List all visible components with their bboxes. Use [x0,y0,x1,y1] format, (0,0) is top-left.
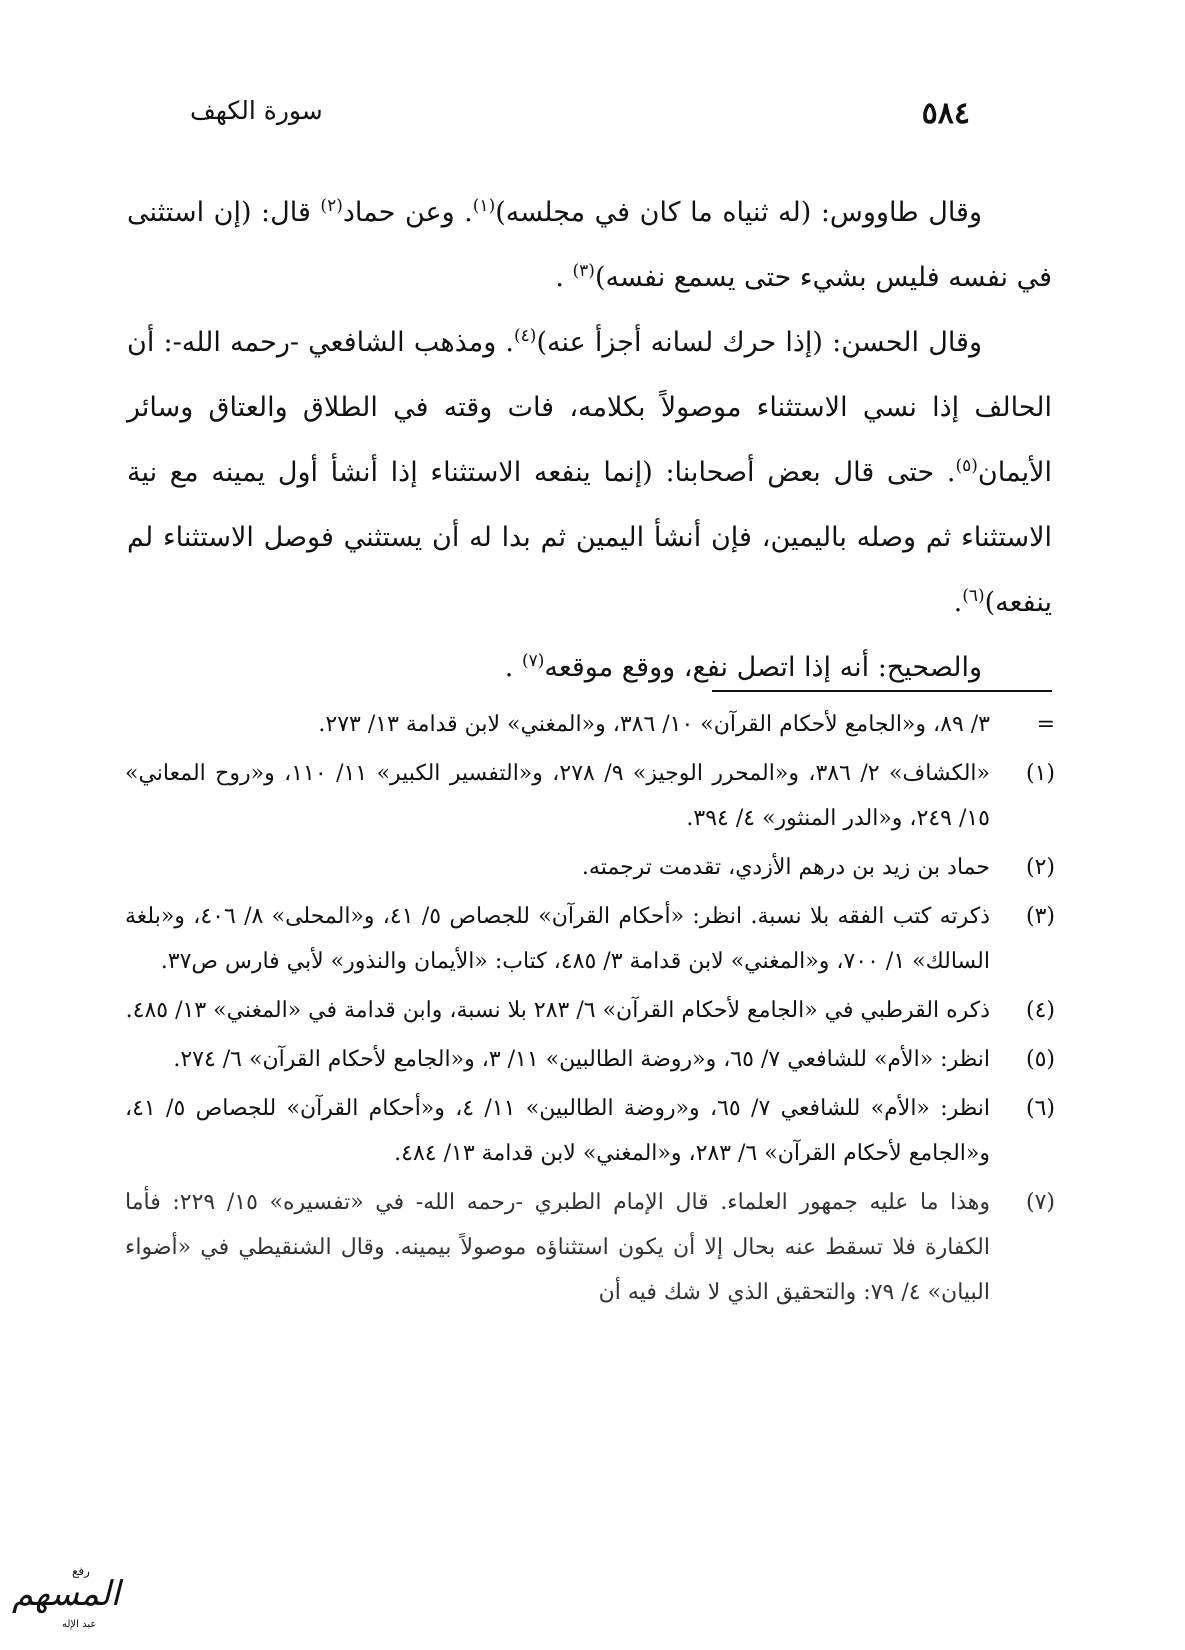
footnote-7 [125,1180,1055,1315]
footnote-number: = [1036,712,1055,737]
footnote-number: (٥) [1025,1047,1055,1072]
paragraph-1 [127,180,1052,310]
library-stamp-logo [12,1564,127,1632]
footnote-separator [712,690,1052,692]
text-run: . حتى قال بعض أصحابنا: (إنما ينفعه الاستثناء إذا أنشأ أول يمينه مع نية الاستثناء ثم وصله باليمين، فإن أنشأ اليمين ثم بدا له أن يستثني فوصل الاستثناء لم ينفعه) [127,457,1052,618]
footnote-5 [125,1037,1055,1082]
stamp-sub-text: عبد الإله [62,1619,97,1630]
footnote-text: ذكرته كتب الفقه بلا نسبة. انظر: «أحكام القرآن» للجصاص ٥/ ٤١، و«المحلى» ٨/ ٤٠٦، و«بلغة السالك» ١/ ٧٠٠، و«المغني» لابن قدامة ٣/ ٤٨٥، كتاب: «الأيمان والنذور» لأبي فارس ص٣٧. [125,904,991,974]
text-run: قال: (إن استثنى في نفسه فليس بشيء حتى يسمع نفسه) [127,197,1052,293]
footnote-number: (٣) [1025,904,1055,929]
footnote-6 [125,1086,1055,1176]
footnote-continuation [125,702,1055,747]
text-run: وقال طاووس: (له ثنياه ما كان في مجلسه) [495,197,983,228]
paragraph-2 [127,310,1052,635]
surah-title: سورة الكهف [190,96,323,125]
footnote-ref-2[interactable]: (٢) [320,196,343,216]
text-run: . [555,262,573,293]
footnote-number: (٦) [1025,1096,1055,1121]
stamp-main-text: المسهم [12,1574,121,1614]
page-number: ٥٨٤ [921,96,970,131]
footnote-text: حماد بن زيد بن درهم الأزدي، تقدمت ترجمته. [581,855,990,880]
footnote-text: ذكره القرطبي في «الجامع لأحكام القرآن» ٦/ ٢٨٣ بلا نسبة، وابن قدامة في «المغني» ١٣/ ٤٨٥. [125,998,990,1023]
footnote-text: انظر: «الأم» للشافعي ٧/ ٦٥، و«روضة الطالبين» ١١/ ٤، و«أحكام القرآن» للجصاص ٥/ ٤١، و«الجامع لأحكام القرآن» ٦/ ٢٨٣، و«المغني» لابن قدامة ١٣/ ٤٨٤. [125,1096,991,1166]
footnote-number: (٧) [1025,1190,1055,1215]
text-run: والصحيح: أنه إذا اتصل نفع، ووقع موقعه [544,652,982,683]
footnote-1 [125,751,1055,841]
text-run: . وعن حماد [342,197,473,228]
footnote-text: «الكشاف» ٢/ ٣٨٦، و«المحرر الوجيز» ٩/ ٢٧٨، و«التفسير الكبير» ١١/ ١١٠، و«روح المعاني» ١٥/ ٢٤٩، و«الدر المنثور» ٤/ ٣٩٤. [125,761,990,831]
footnote-ref-4[interactable]: (٤) [514,326,537,346]
footnote-ref-7[interactable]: (٧) [521,651,545,671]
text-run: وقال الحسن: (إذا حرك لسانه أجزأ عنه) [536,327,982,358]
footnote-number: (١) [1025,761,1055,786]
footnote-text: انظر: «الأم» للشافعي ٧/ ٦٥، و«روضة الطالبين» ١١/ ٣، و«الجامع لأحكام القرآن» ٦/ ٢٧٤. [173,1047,990,1072]
footnote-ref-1[interactable]: (١) [472,196,496,216]
footnote-text: وهذا ما عليه جمهور العلماء. قال الإمام الطبري -رحمه الله- في «تفسيره» ١٥/ ٢٢٩: فأما الكفارة فلا تسقط عنه بحال إلا أن يكون استثناؤه موصولاً بيمينه. وقال الشنقيطي في «أضواء البيان» ٤/ ٧٩: والتحقيق الذي لا شك فيه أن [125,1190,991,1305]
footnote-number: (٤) [1025,998,1055,1023]
footnote-2 [125,845,1055,890]
text-run: . ومذهب الشافعي -رحمه الله-: أن الحالف إذا نسي الاستثناء موصولاً بكلامه، فات وقته في الطلاق والعتاق وسائر الأيمان [127,327,1053,488]
page-header [190,96,970,136]
footnote-ref-3[interactable]: (٣) [572,261,595,281]
main-text [127,180,1052,700]
footnote-ref-5[interactable]: (٥) [955,456,978,476]
text-run: . [953,587,963,618]
footnote-text: ٣/ ٨٩، و«الجامع لأحكام القرآن» ١٠/ ٣٨٦، و«المغني» لابن قدامة ١٣/ ٢٧٣. [318,712,990,737]
footnote-4 [125,988,1055,1033]
text-run: . [504,652,522,683]
footnote-number: (٢) [1025,855,1055,880]
stamp-top-text: رفع [72,1564,90,1578]
footnote-ref-6[interactable]: (٦) [962,586,985,606]
footnotes [125,702,1055,1319]
footnote-3 [125,894,1055,984]
